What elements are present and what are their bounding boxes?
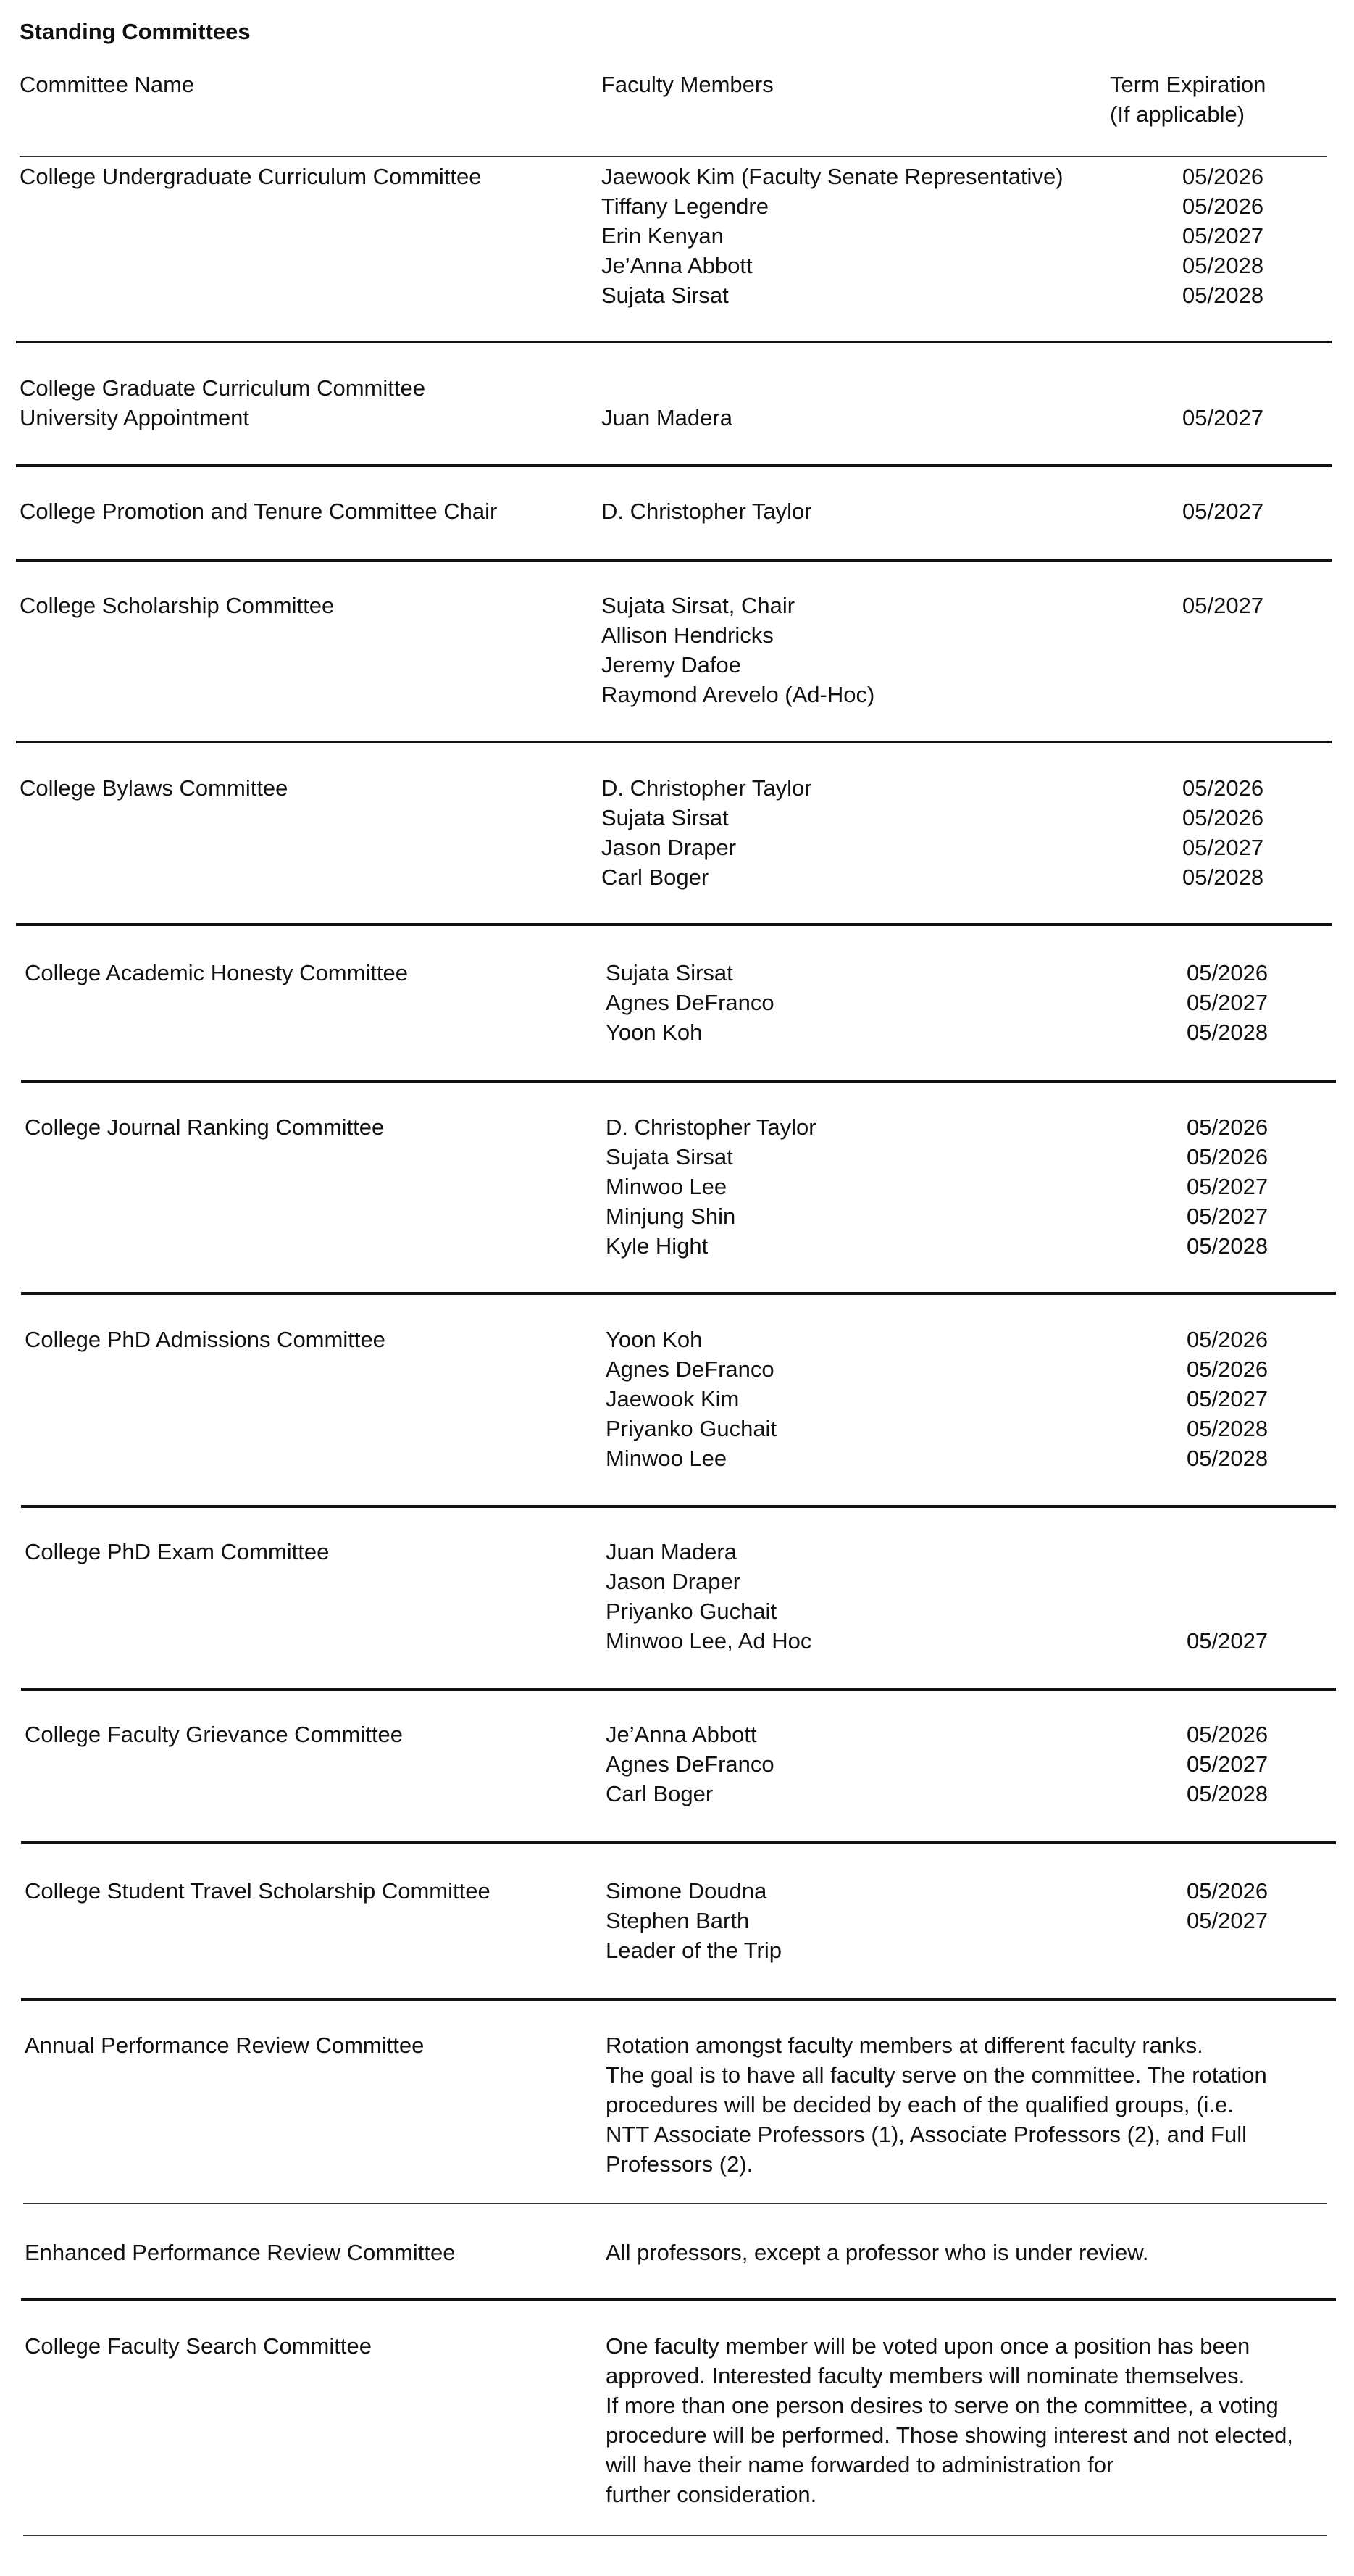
faculty-member: Carl Boger bbox=[601, 864, 709, 890]
term-expiration: 05/2027 bbox=[1187, 1204, 1269, 1229]
row-divider bbox=[21, 1505, 1336, 1508]
page-title: Standing Committees bbox=[20, 19, 251, 44]
faculty-member: approved. Interested faculty members will nominate themselves. bbox=[606, 2363, 1245, 2388]
faculty-member: Minjung Shin bbox=[606, 1204, 736, 1229]
faculty-member: Simone Doudna bbox=[606, 1878, 767, 1904]
row-divider bbox=[21, 2298, 1336, 2301]
faculty-member: Sujata Sirsat, Chair bbox=[601, 593, 795, 618]
faculty-members bbox=[606, 2331, 1330, 2509]
term-expiration bbox=[1187, 1596, 1268, 1626]
term-expiration: 05/2026 bbox=[1187, 1114, 1269, 1140]
faculty-member: Stephen Barth bbox=[606, 1908, 750, 1933]
term-expiration: 05/2027 bbox=[1182, 593, 1264, 618]
term-expiration: 05/2026 bbox=[1182, 193, 1264, 219]
term-expiration: 05/2028 bbox=[1187, 1020, 1269, 1045]
committee-name-line: College Academic Honesty Committee bbox=[25, 960, 408, 985]
term-expiration: 05/2028 bbox=[1182, 864, 1264, 890]
term-expirations bbox=[1187, 1876, 1268, 1965]
term-expirations bbox=[1187, 1537, 1268, 1656]
faculty-member: Jaewook Kim (Faculty Senate Representative) bbox=[601, 164, 1063, 189]
faculty-member: Agnes DeFranco bbox=[606, 990, 774, 1015]
faculty-member: Yoon Koh bbox=[606, 1020, 703, 1045]
term-expiration bbox=[1182, 680, 1263, 709]
committee-name-line: University Appointment bbox=[20, 405, 250, 430]
faculty-members bbox=[606, 1112, 816, 1261]
faculty-member: Professors (2). bbox=[606, 2151, 753, 2177]
faculty-members bbox=[606, 2238, 1330, 2267]
row-divider bbox=[16, 741, 1332, 743]
term-expiration: 05/2026 bbox=[1182, 775, 1264, 801]
faculty-member: Raymond Arevelo (Ad-Hoc) bbox=[601, 682, 875, 707]
faculty-member: Minwoo Lee bbox=[606, 1174, 727, 1199]
term-expirations bbox=[1187, 1112, 1268, 1261]
term-expirations bbox=[1182, 591, 1263, 709]
committee-name bbox=[25, 1720, 403, 1749]
term-expiration: 05/2026 bbox=[1187, 960, 1269, 985]
faculty-member: Erin Kenyan bbox=[601, 223, 724, 249]
faculty-member: Sujata Sirsat bbox=[601, 805, 729, 830]
term-expiration: 05/2026 bbox=[1187, 1356, 1269, 1382]
header-faculty-members: Faculty Members bbox=[601, 72, 774, 97]
faculty-member: Allison Hendricks bbox=[601, 622, 774, 648]
faculty-member: Tiffany Legendre bbox=[601, 193, 769, 219]
committee-name-line: College Journal Ranking Committee bbox=[25, 1114, 385, 1140]
committee-name bbox=[25, 2030, 424, 2060]
term-expiration: 05/2027 bbox=[1182, 223, 1264, 249]
faculty-member: further consideration. bbox=[606, 2482, 817, 2507]
committee-name bbox=[20, 496, 497, 526]
term-expiration: 05/2028 bbox=[1187, 1446, 1269, 1471]
committee-name-line: Annual Performance Review Committee bbox=[25, 2033, 425, 2058]
term-expiration: 05/2027 bbox=[1182, 405, 1264, 430]
committee-name-line: College Student Travel Scholarship Committee bbox=[25, 1878, 490, 1904]
faculty-member: The goal is to have all faculty serve on the committee. The rotation bbox=[606, 2062, 1267, 2088]
term-expirations bbox=[1187, 1720, 1268, 1809]
row-divider bbox=[21, 1292, 1336, 1295]
committee-name bbox=[25, 958, 408, 988]
faculty-member: D. Christopher Taylor bbox=[601, 775, 812, 801]
committee-name-line: College PhD Exam Committee bbox=[25, 1539, 330, 1564]
term-expiration: 05/2026 bbox=[1182, 805, 1264, 830]
term-expiration: 05/2028 bbox=[1187, 1781, 1269, 1806]
term-expiration: 05/2027 bbox=[1187, 1174, 1269, 1199]
term-expiration: 05/2028 bbox=[1182, 283, 1264, 308]
row-divider bbox=[16, 464, 1332, 467]
faculty-member: Agnes DeFranco bbox=[606, 1751, 774, 1777]
term-expiration: 05/2027 bbox=[1182, 499, 1264, 524]
header-term-line1: Term Expiration bbox=[1110, 72, 1266, 97]
term-expirations bbox=[1182, 496, 1263, 526]
committee-name bbox=[20, 591, 334, 620]
faculty-member: All professors, except a professor who is under review. bbox=[606, 2240, 1149, 2265]
committee-name bbox=[20, 162, 482, 191]
committee-name-line: College Undergraduate Curriculum Committee bbox=[20, 164, 482, 189]
faculty-members bbox=[606, 1537, 811, 1656]
committee-name bbox=[25, 1537, 329, 1567]
row-divider bbox=[21, 1998, 1336, 2001]
faculty-members bbox=[606, 1720, 774, 1809]
faculty-member: Minwoo Lee, Ad Hoc bbox=[606, 1628, 812, 1654]
term-expiration: 05/2028 bbox=[1187, 1416, 1269, 1441]
faculty-members bbox=[606, 958, 774, 1047]
committee-name bbox=[25, 1112, 384, 1142]
term-expiration: 05/2027 bbox=[1187, 1751, 1269, 1777]
faculty-member: Je’Anna Abbott bbox=[606, 1722, 757, 1747]
row-divider bbox=[23, 2535, 1327, 2536]
faculty-members bbox=[601, 496, 812, 526]
committee-name-line: College Promotion and Tenure Committee Chair bbox=[20, 499, 498, 524]
faculty-member: procedures will be decided by each of the qualified groups, (i.e. bbox=[606, 2092, 1234, 2117]
header-term-line2: (If applicable) bbox=[1110, 101, 1245, 127]
term-expiration: 05/2028 bbox=[1187, 1233, 1269, 1259]
term-expiration bbox=[1187, 1567, 1268, 1596]
faculty-member: Carl Boger bbox=[606, 1781, 714, 1806]
committee-name bbox=[25, 2331, 372, 2361]
term-expiration: 05/2027 bbox=[1187, 990, 1269, 1015]
faculty-member: Juan Madera bbox=[606, 1539, 737, 1564]
term-expirations bbox=[1182, 162, 1263, 310]
row-divider bbox=[21, 1688, 1336, 1691]
faculty-members bbox=[601, 162, 1063, 310]
faculty-member: D. Christopher Taylor bbox=[601, 499, 812, 524]
term-expiration bbox=[1182, 373, 1263, 403]
faculty-member: NTT Associate Professors (1), Associate Professors (2), and Full bbox=[606, 2122, 1247, 2147]
term-expiration bbox=[1182, 620, 1263, 650]
term-expiration bbox=[1182, 650, 1263, 680]
committee-name-line: College Bylaws Committee bbox=[20, 775, 288, 801]
faculty-member: Jaewook Kim bbox=[606, 1386, 740, 1412]
faculty-members bbox=[606, 1325, 777, 1473]
term-expiration: 05/2026 bbox=[1187, 1144, 1269, 1170]
term-expiration: 05/2027 bbox=[1187, 1628, 1269, 1654]
faculty-member: If more than one person desires to serve on the committee, a voting bbox=[606, 2393, 1279, 2418]
faculty-member: Juan Madera bbox=[601, 405, 732, 430]
faculty-member bbox=[601, 373, 732, 403]
row-divider bbox=[16, 559, 1332, 562]
committee-name-line: College PhD Admissions Committee bbox=[25, 1327, 385, 1352]
faculty-member: Sujata Sirsat bbox=[601, 283, 729, 308]
term-expirations bbox=[1187, 958, 1268, 1047]
faculty-member: Agnes DeFranco bbox=[606, 1356, 774, 1382]
committee-name-line: College Faculty Grievance Committee bbox=[25, 1722, 404, 1747]
faculty-member: Jason Draper bbox=[601, 835, 737, 860]
faculty-member: Jason Draper bbox=[606, 1569, 741, 1594]
committee-name-line: Enhanced Performance Review Committee bbox=[25, 2240, 456, 2265]
term-expiration: 05/2026 bbox=[1187, 1722, 1269, 1747]
faculty-member: Priyanko Guchait bbox=[606, 1598, 777, 1624]
row-divider bbox=[23, 2203, 1327, 2204]
header-committee-name: Committee Name bbox=[20, 72, 195, 97]
faculty-members bbox=[601, 591, 874, 709]
faculty-member: Leader of the Trip bbox=[606, 1938, 782, 1963]
committee-name bbox=[25, 2238, 455, 2267]
committee-name bbox=[20, 773, 288, 803]
row-divider bbox=[21, 1080, 1336, 1083]
faculty-member: Jeremy Dafoe bbox=[601, 652, 741, 678]
faculty-member: Minwoo Lee bbox=[606, 1446, 727, 1471]
term-expiration: 05/2028 bbox=[1182, 253, 1264, 278]
faculty-member: Rotation amongst faculty members at different faculty ranks. bbox=[606, 2033, 1203, 2058]
faculty-member: Yoon Koh bbox=[606, 1327, 703, 1352]
faculty-member: procedure will be performed. Those showing interest and not elected, bbox=[606, 2422, 1293, 2448]
header-divider bbox=[20, 156, 1327, 157]
term-expiration bbox=[1187, 1537, 1268, 1567]
term-expiration: 05/2027 bbox=[1187, 1908, 1269, 1933]
committee-name bbox=[25, 1876, 490, 1906]
term-expiration: 05/2026 bbox=[1187, 1327, 1269, 1352]
faculty-member: will have their name forwarded to administration for bbox=[606, 2452, 1114, 2477]
row-divider bbox=[16, 923, 1332, 926]
faculty-members bbox=[606, 1876, 782, 1965]
faculty-member: Sujata Sirsat bbox=[606, 1144, 733, 1170]
committee-name-line: College Scholarship Committee bbox=[20, 593, 335, 618]
term-expirations bbox=[1182, 773, 1263, 892]
term-expiration: 05/2026 bbox=[1182, 164, 1264, 189]
faculty-member: One faculty member will be voted upon once a position has been bbox=[606, 2333, 1250, 2359]
committee-name-line: College Graduate Curriculum Committee bbox=[20, 375, 425, 401]
faculty-members bbox=[601, 373, 732, 433]
header-term-expiration bbox=[1110, 70, 1266, 129]
term-expirations bbox=[1187, 1325, 1268, 1473]
faculty-members bbox=[601, 773, 812, 892]
row-divider bbox=[21, 1841, 1336, 1844]
term-expirations bbox=[1182, 373, 1263, 433]
faculty-members bbox=[606, 2030, 1330, 2179]
term-expiration: 05/2027 bbox=[1187, 1386, 1269, 1412]
term-expiration: 05/2026 bbox=[1187, 1878, 1269, 1904]
committee-name bbox=[20, 373, 425, 433]
term-expiration bbox=[1187, 1935, 1268, 1965]
faculty-member: Priyanko Guchait bbox=[606, 1416, 777, 1441]
faculty-member: D. Christopher Taylor bbox=[606, 1114, 816, 1140]
faculty-member: Je’Anna Abbott bbox=[601, 253, 753, 278]
term-expiration: 05/2027 bbox=[1182, 835, 1264, 860]
faculty-member: Sujata Sirsat bbox=[606, 960, 733, 985]
row-divider bbox=[16, 341, 1332, 343]
committee-name bbox=[25, 1325, 385, 1354]
committee-name-line: College Faculty Search Committee bbox=[25, 2333, 372, 2359]
faculty-member: Kyle Hight bbox=[606, 1233, 709, 1259]
